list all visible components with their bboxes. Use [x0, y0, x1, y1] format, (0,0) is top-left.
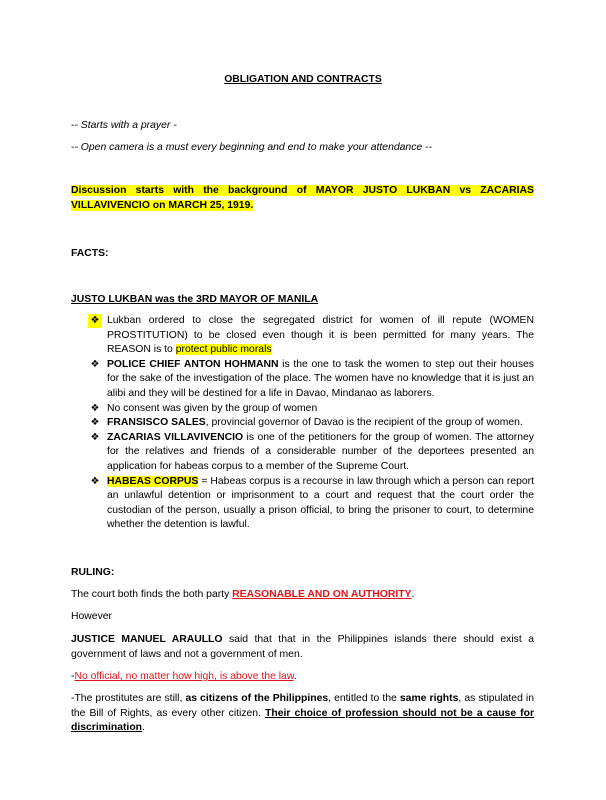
ruling-heading: RULING: [71, 567, 115, 578]
facts-subheading: JUSTO LUKBAN was the 3RD MAYOR OF MANILA [71, 294, 319, 305]
discussion-highlight: Discussion starts with the background of MAYOR JUSTO LUKBAN vs ZACARIAS VILLAVIVENCIO on MARCH 25, 1919. [71, 185, 534, 211]
list-item: ❖ HABEAS CORPUS = Habeas corpus is a recourse in law through which a person can report an unlawful detention or imprisonment to a court and request that the court order the custodian of the person, usually a prison official, to bring the prisoner to court, to determine whether the detention is lawful. [88, 475, 534, 533]
diamond-bullet-icon: ❖ [90, 417, 100, 429]
diamond-bullet-icon: ❖ [90, 358, 100, 370]
highlight-habeas-corpus: HABEAS CORPUS [107, 475, 199, 487]
diamond-bullet-icon: ❖ [88, 314, 102, 328]
list-item: ❖ ZACARIAS VILLAVIVENCIO is one of the petitioners for the group of women. The attorney for the relatives and friends of a considerable number of the deportees presented an application for habeas corpus to a member of the Supreme Court. [88, 431, 534, 475]
list-item: ❖ Lukban ordered to close the segregated district for women of ill repute (WOMEN PROSTITUTION) to be closed even though it is been permitted for many years. The REASON is to protect public morals [88, 314, 534, 358]
facts-heading: FACTS: [71, 248, 109, 259]
document-title: OBLIGATION AND CONTRACTS [224, 74, 382, 85]
diamond-bullet-icon: ❖ [90, 475, 100, 487]
citizens-paragraph: -The prostitutes are still, as citizens of the Philippines, entitled to the same rights, as stipulated in the Bill of Rights, as every other citizen. Their choice of profession should not be a cause for discrimination. [71, 693, 534, 734]
ruling-paragraph: The court both finds the both party REASONABLE AND ON AUTHORITY. [71, 589, 415, 600]
red-underlined-text: No official, no matter how high, is above the law [74, 671, 294, 682]
list-item: ❖ No consent was given by the group of women [88, 402, 534, 417]
list-item: ❖ FRANSISCO SALES, provincial governor of Davao is the recipient of the group of women. [88, 416, 534, 431]
discussion-paragraph [71, 184, 534, 213]
highlight-protect-public-morals: protect public morals [175, 344, 272, 356]
intro-line-prayer: -- Starts with a prayer - [71, 120, 177, 131]
red-emphasis: REASONABLE AND ON AUTHORITY [232, 589, 412, 600]
intro-line-camera: -- Open camera is a must every beginning and end to make your attendance -- [71, 142, 432, 153]
no-official-line: -No official, no matter how high, is above the law. [71, 671, 297, 682]
araullo-paragraph: JUSTICE MANUEL ARAULLO said that that in the Philippines islands there should exist a government of laws and not a government of men. [71, 634, 534, 660]
list-item: ❖ POLICE CHIEF ANTON HOHMANN is the one to task the women to step out their houses for the sake of the investigation of the place. The women have no knowledge that it is just an alibi and they will be destined for a life in Davao, Mindanao as laborers. [88, 358, 534, 402]
facts-bullet-list [88, 314, 534, 533]
diamond-bullet-icon: ❖ [90, 402, 100, 414]
however-line: However [71, 611, 112, 622]
diamond-bullet-icon: ❖ [90, 431, 100, 443]
